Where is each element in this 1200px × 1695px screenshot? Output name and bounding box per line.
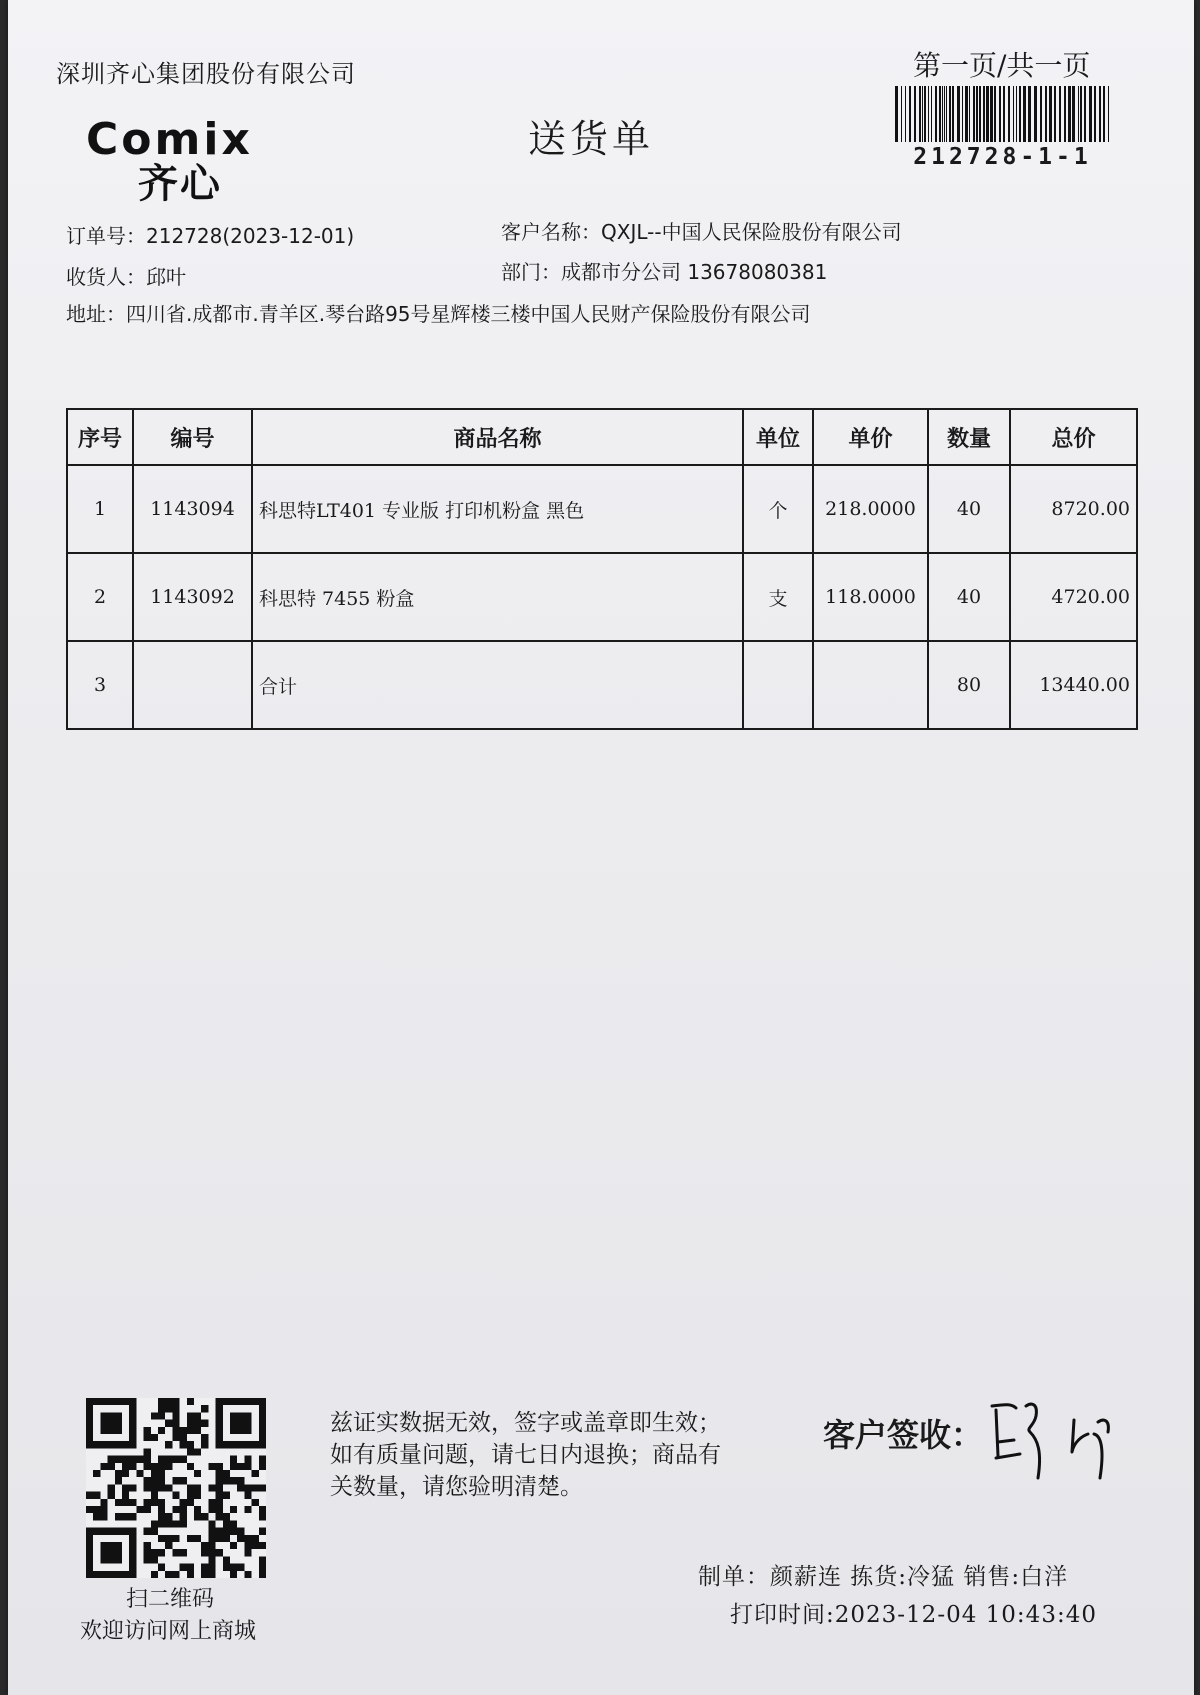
logo-text-en: Comix — [86, 114, 253, 165]
cell-qty: 40 — [928, 553, 1010, 641]
document-title: 送货单 — [528, 117, 655, 161]
header-qty: 数量 — [928, 409, 1010, 465]
handwritten-signature — [986, 1382, 1136, 1492]
barcode — [895, 86, 1110, 142]
cell-total: 4720.00 — [1010, 553, 1137, 641]
cell-unit — [743, 641, 813, 729]
order-number: 订单号：212728(2023-12-01) — [66, 224, 355, 248]
customer-name: 客户名称：QXJL--中国人民保险股份有限公司 — [501, 220, 902, 244]
qr-code[interactable] — [86, 1398, 266, 1578]
barcode-number: 212728-1-1 — [913, 144, 1092, 170]
cell-qty: 80 — [928, 641, 1010, 729]
cell-total: 8720.00 — [1010, 465, 1137, 553]
cell-name: 科思特 7455 粉盒 — [252, 553, 743, 641]
header-seq: 序号 — [67, 409, 133, 465]
page-info: 第一页/共一页 — [913, 49, 1091, 82]
cell-seq: 2 — [67, 553, 133, 641]
cell-price: 218.0000 — [813, 465, 928, 553]
table-row — [67, 465, 1137, 553]
table-row-total — [67, 641, 1137, 729]
cell-name: 科思特LT401 专业版 打印机粉盒 黑色 — [252, 465, 743, 553]
staff-info: 制单：颜薪连 拣货:冷猛 销售:白洋 — [698, 1564, 1069, 1590]
items-table — [66, 408, 1138, 730]
cell-code: 1143094 — [133, 465, 252, 553]
cell-code: 1143092 — [133, 553, 252, 641]
comix-logo — [86, 114, 253, 207]
customer-sign-label: 客户签收： — [823, 1416, 984, 1454]
cell-unit: 支 — [743, 553, 813, 641]
table-header-row — [67, 409, 1137, 465]
print-time: 打印时间:2023-12-04 10:43:40 — [730, 1602, 1097, 1628]
logo-text-cn: 齐心 — [138, 161, 222, 207]
cell-seq: 1 — [67, 465, 133, 553]
header-name: 商品名称 — [252, 409, 743, 465]
cell-price: 118.0000 — [813, 553, 928, 641]
cell-code — [133, 641, 252, 729]
cell-seq: 3 — [67, 641, 133, 729]
cell-unit: 个 — [743, 465, 813, 553]
qr-caption-scan: 扫二维码 — [126, 1587, 215, 1612]
department: 部门：成都市分公司 13678080381 — [501, 260, 828, 284]
cell-price — [813, 641, 928, 729]
address: 地址：四川省.成都市.青羊区.琴台路95号星辉楼三楼中国人民财产保险股份有限公司 — [66, 302, 811, 326]
cell-total: 13440.00 — [1010, 641, 1137, 729]
header-price: 单价 — [813, 409, 928, 465]
receiver: 收货人：邱叶 — [66, 265, 186, 289]
table-row — [67, 553, 1137, 641]
company-name: 深圳齐心集团股份有限公司 — [56, 60, 356, 88]
qr-caption-mall: 欢迎访问网上商城 — [80, 1619, 257, 1644]
header-code: 编号 — [133, 409, 252, 465]
notice-text: 兹证实数据无效，签字或盖章即生效；如有质量问题，请七日内退换；商品有关数量，请您验明清楚。 — [330, 1410, 721, 1500]
header-total: 总价 — [1010, 409, 1137, 465]
delivery-note-paper — [8, 0, 1194, 1695]
cell-name: 合计 — [252, 641, 743, 729]
header-unit: 单位 — [743, 409, 813, 465]
cell-qty: 40 — [928, 465, 1010, 553]
